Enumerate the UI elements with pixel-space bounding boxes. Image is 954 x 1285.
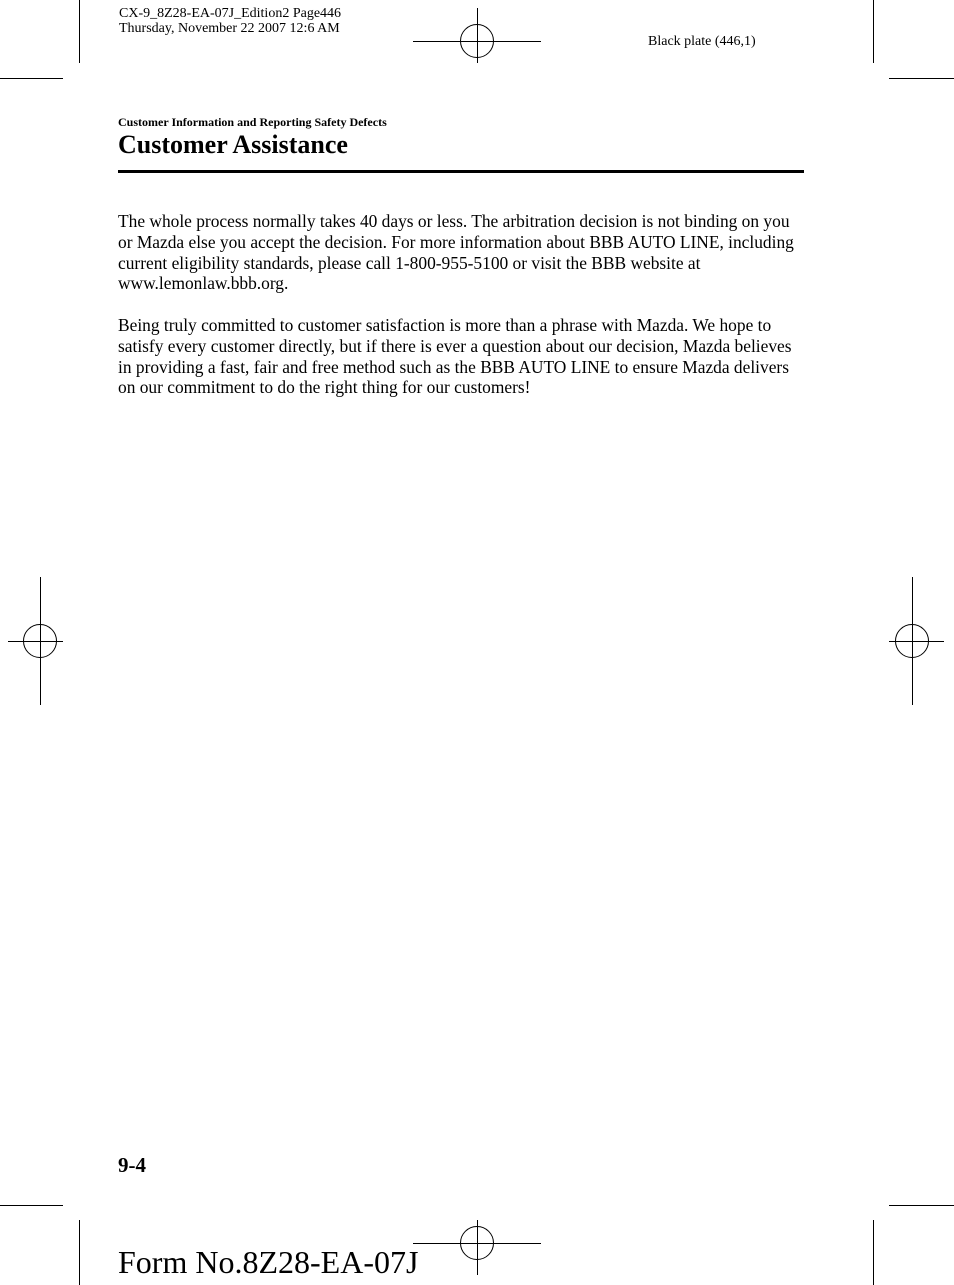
registration-target-left-circle: [23, 624, 57, 658]
registration-target-right-circle: [895, 624, 929, 658]
body-paragraph-1: The whole process normally takes 40 days or less. The arbitration decision is not binding on you or Mazda else you accept the decision. For more information about BBB AUTO LINE, including current eligibility standards, please call 1-800-955-5100 or visit the BBB website at www.lemonlaw.bbb.org.: [118, 211, 794, 294]
section-label: Customer Information and Reporting Safety Defects: [118, 115, 387, 129]
plate-file-id: CX-9_8Z28-EA-07J_Edition2 Page446: [119, 6, 342, 21]
registration-target-top-circle: [460, 24, 494, 58]
crop-mark-top-right-horizontal: [889, 78, 954, 79]
crop-mark-top-left-vertical: [79, 0, 80, 63]
title-rule: [118, 170, 804, 173]
crop-mark-bottom-right-horizontal: [889, 1205, 954, 1206]
plate-label: Black plate (446,1): [648, 34, 756, 49]
page-number: 9-4: [118, 1153, 146, 1177]
crop-mark-bottom-right-vertical: [873, 1220, 874, 1285]
crop-mark-top-left-horizontal: [0, 78, 63, 79]
plate-info: [119, 6, 341, 36]
page-title: Customer Assistance: [118, 130, 348, 159]
plate-timestamp: Thursday, November 22 2007 12:6 AM: [119, 21, 340, 36]
form-number: Form No.8Z28-EA-07J: [118, 1244, 419, 1280]
crop-mark-bottom-left-horizontal: [0, 1205, 63, 1206]
crop-mark-bottom-left-vertical: [79, 1220, 80, 1285]
registration-target-bottom-circle: [460, 1226, 494, 1260]
body-paragraph-2: Being truly committed to customer satisfaction is more than a phrase with Mazda. We hope to satisfy every customer directly, but if there is ever a question about our decision, Mazda believes in providing a fast, fair and free method such as the BBB AUTO LINE to ensure Mazda delivers on our commitment to do the right thing for our customers!: [118, 315, 792, 398]
crop-mark-top-right-vertical: [873, 0, 874, 63]
